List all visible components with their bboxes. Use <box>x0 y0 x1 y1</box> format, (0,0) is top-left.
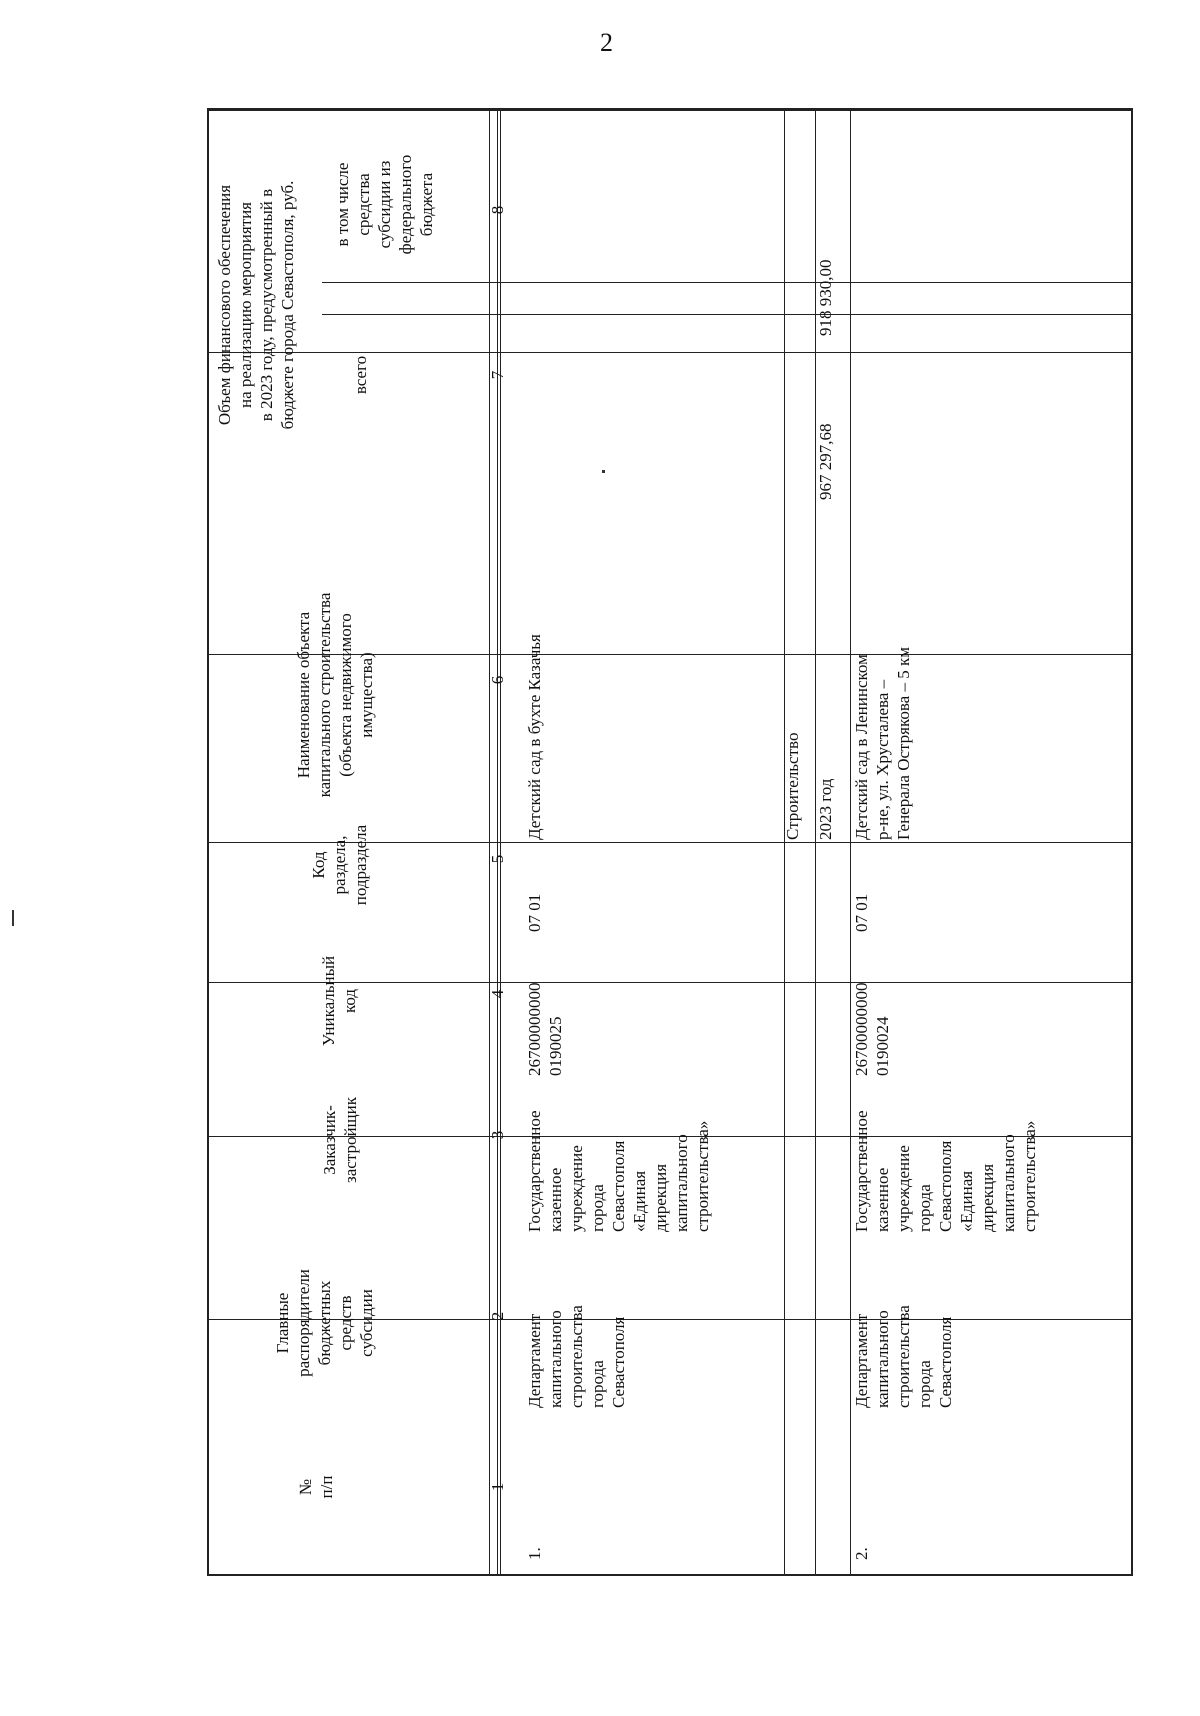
scan-mark <box>12 910 14 926</box>
object-name: Детский сад в бухте Казачья <box>525 634 544 840</box>
column-number: 6 <box>488 675 507 685</box>
column-number: 4 <box>488 989 507 999</box>
header-row-number: № п/п <box>296 1475 336 1499</box>
unique-code: 26700000000 0190025 <box>525 982 565 1076</box>
header-total: всего <box>351 355 370 395</box>
sub-row-label: Строительство <box>783 732 802 840</box>
column-number: 1 <box>488 1482 507 1492</box>
header-customer: Заказчик- застройщик <box>320 1097 360 1183</box>
scan-mark <box>602 470 605 473</box>
header-funding-group: Объем финансового обеспечения на реализацию мероприятия в 2023 году, предусмотренный в бюджете города Севастополя, руб. <box>215 180 297 430</box>
column-number: 7 <box>488 370 507 380</box>
header-unique-code: Уникальный код <box>319 955 359 1047</box>
sub-row-label: 2023 год <box>816 778 835 840</box>
column-number: 5 <box>488 854 507 864</box>
header-federal: в том числе средства субсидии из федерального бюджета <box>333 154 436 255</box>
table-line <box>209 352 1133 353</box>
customer: Государственное казенное учреждение города Севастополя «Единая дирекция капитального строительства» <box>525 1110 712 1232</box>
header-distributor: Главные распорядители бюджетных средств субсидии <box>273 1269 376 1377</box>
header-section-code: Код раздела, подраздела <box>309 824 370 906</box>
header-object-name: Наименование объекта капитального строительства (объекта недвижимого имущества) <box>294 592 376 798</box>
section-code: 07 01 <box>852 893 871 932</box>
federal-amount: 918 930,00 <box>816 259 835 336</box>
unique-code: 26700000000 0190024 <box>852 982 892 1076</box>
column-number: 3 <box>488 1130 507 1140</box>
table-line <box>322 314 1133 315</box>
distributor: Департамент капитального строительства города Севастополя <box>525 1305 628 1408</box>
table-line <box>322 282 1133 283</box>
section-code: 07 01 <box>525 893 544 932</box>
customer: Государственное казенное учреждение города Севастополя «Единая дирекция капитального строительства» <box>852 1110 1039 1232</box>
table-line <box>209 110 1133 111</box>
column-number: 2 <box>488 1311 507 1321</box>
object-name: Детский сад в Ленинском р-не, ул. Хрусталева – Генерала Острякова – 5 км <box>852 647 913 840</box>
column-number: 8 <box>488 205 507 215</box>
page-number: 2 <box>600 28 613 57</box>
total-amount: 967 297,68 <box>816 423 835 500</box>
row-number: 1. <box>525 1547 544 1560</box>
row-number: 2. <box>852 1547 871 1560</box>
distributor: Департамент капитального строительства города Севастополя <box>852 1305 955 1408</box>
